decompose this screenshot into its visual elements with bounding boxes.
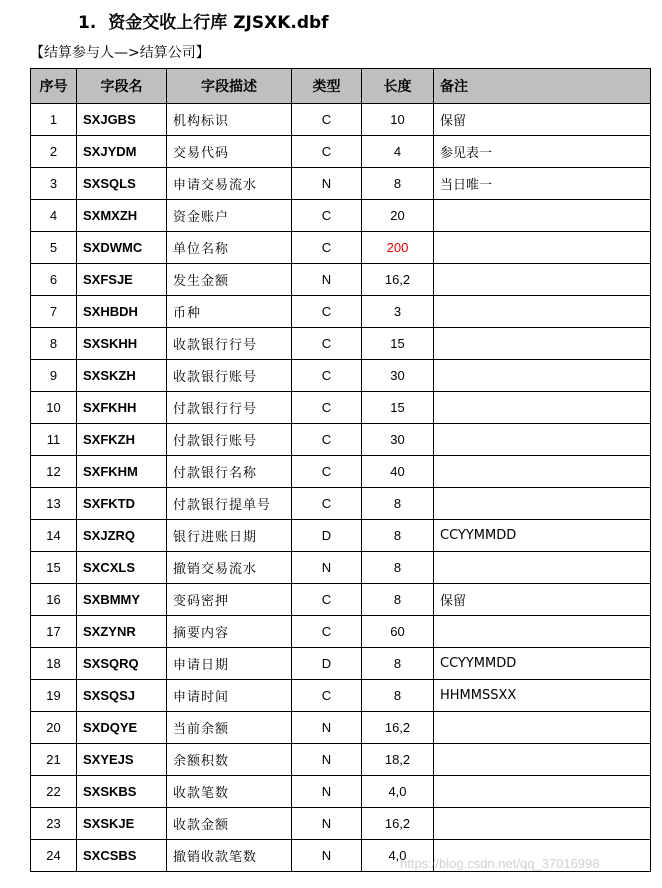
cell-field-name: SXJYDM	[77, 136, 167, 168]
cell-field-name: SXHBDH	[77, 296, 167, 328]
table-row	[31, 296, 651, 328]
header-name: 字段名	[77, 69, 167, 104]
cell-field-desc: 付款银行名称	[167, 456, 292, 488]
cell-note	[434, 744, 651, 776]
cell-note: CCYYMMDD	[434, 520, 651, 552]
cell-field-name: SXSQSJ	[77, 680, 167, 712]
cell-field-desc: 撤销交易流水	[167, 552, 292, 584]
cell-no: 14	[31, 520, 77, 552]
cell-length: 8	[362, 552, 434, 584]
cell-note	[434, 360, 651, 392]
cell-note: 保留	[434, 104, 651, 136]
section-number: 1.	[78, 13, 97, 33]
cell-note	[434, 456, 651, 488]
cell-type: N	[292, 744, 362, 776]
cell-length: 4,0	[362, 840, 434, 872]
cell-no: 10	[31, 392, 77, 424]
table-row	[31, 616, 651, 648]
cell-field-name: SXSKHH	[77, 328, 167, 360]
cell-field-desc: 撤销收款笔数	[167, 840, 292, 872]
cell-field-name: SXSKJE	[77, 808, 167, 840]
cell-length: 18,2	[362, 744, 434, 776]
table-row	[31, 584, 651, 616]
cell-field-name: SXFKHM	[77, 456, 167, 488]
cell-no: 19	[31, 680, 77, 712]
cell-field-desc: 资金账户	[167, 200, 292, 232]
cell-field-desc: 当前余额	[167, 712, 292, 744]
cell-field-desc: 收款笔数	[167, 776, 292, 808]
cell-field-desc: 付款银行提单号	[167, 488, 292, 520]
cell-type: C	[292, 360, 362, 392]
cell-note: HHMMSSXX	[434, 680, 651, 712]
table-row	[31, 776, 651, 808]
cell-field-desc: 变码密押	[167, 584, 292, 616]
cell-length: 8	[362, 488, 434, 520]
table-row	[31, 520, 651, 552]
cell-no: 6	[31, 264, 77, 296]
cell-type: C	[292, 392, 362, 424]
cell-note	[434, 264, 651, 296]
cell-field-desc: 银行进账日期	[167, 520, 292, 552]
cell-field-name: SXMXZH	[77, 200, 167, 232]
cell-no: 17	[31, 616, 77, 648]
cell-no: 22	[31, 776, 77, 808]
cell-note	[434, 424, 651, 456]
cell-no: 11	[31, 424, 77, 456]
cell-note: 当日唯一	[434, 168, 651, 200]
cell-field-desc: 交易代码	[167, 136, 292, 168]
cell-no: 2	[31, 136, 77, 168]
cell-type: C	[292, 680, 362, 712]
cell-type: C	[292, 136, 362, 168]
cell-length: 8	[362, 168, 434, 200]
cell-length: 8	[362, 584, 434, 616]
cell-length: 8	[362, 680, 434, 712]
cell-length: 40	[362, 456, 434, 488]
cell-field-name: SXSQRQ	[77, 648, 167, 680]
cell-length: 16,2	[362, 264, 434, 296]
table-row	[31, 392, 651, 424]
cell-note	[434, 232, 651, 264]
table-row	[31, 232, 651, 264]
cell-note	[434, 328, 651, 360]
cell-field-name: SXFKHH	[77, 392, 167, 424]
header-note: 备注	[434, 69, 651, 104]
cell-field-name: SXSQLS	[77, 168, 167, 200]
cell-length: 60	[362, 616, 434, 648]
cell-type: C	[292, 296, 362, 328]
cell-field-name: SXDQYE	[77, 712, 167, 744]
cell-no: 16	[31, 584, 77, 616]
cell-no: 7	[31, 296, 77, 328]
cell-field-name: SXJZRQ	[77, 520, 167, 552]
table-row	[31, 424, 651, 456]
cell-type: N	[292, 168, 362, 200]
cell-note: CCYYMMDD	[434, 648, 651, 680]
table-row	[31, 360, 651, 392]
cell-type: N	[292, 264, 362, 296]
cell-type: D	[292, 520, 362, 552]
cell-field-name: SXFSJE	[77, 264, 167, 296]
header-desc: 字段描述	[167, 69, 292, 104]
cell-field-name: SXYEJS	[77, 744, 167, 776]
cell-type: C	[292, 232, 362, 264]
cell-field-name: SXCSBS	[77, 840, 167, 872]
cell-length: 3	[362, 296, 434, 328]
cell-note	[434, 808, 651, 840]
table-row	[31, 488, 651, 520]
table-row	[31, 200, 651, 232]
cell-type: N	[292, 808, 362, 840]
cell-field-desc: 收款金额	[167, 808, 292, 840]
title-text: 资金交收上行库 ZJSXK.dbf	[108, 13, 329, 33]
cell-length: 16,2	[362, 808, 434, 840]
cell-no: 15	[31, 552, 77, 584]
cell-length: 200	[362, 232, 434, 264]
cell-type: C	[292, 616, 362, 648]
cell-type: C	[292, 328, 362, 360]
cell-type: C	[292, 104, 362, 136]
table-row	[31, 168, 651, 200]
cell-type: C	[292, 424, 362, 456]
cell-length: 4,0	[362, 776, 434, 808]
cell-no: 23	[31, 808, 77, 840]
cell-note	[434, 200, 651, 232]
cell-field-name: SXDWMC	[77, 232, 167, 264]
cell-length: 30	[362, 424, 434, 456]
cell-no: 18	[31, 648, 77, 680]
table-row	[31, 808, 651, 840]
cell-type: D	[292, 648, 362, 680]
cell-no: 8	[31, 328, 77, 360]
cell-type: C	[292, 456, 362, 488]
cell-field-desc: 付款银行行号	[167, 392, 292, 424]
cell-field-name: SXJGBS	[77, 104, 167, 136]
cell-type: N	[292, 840, 362, 872]
table-row	[31, 680, 651, 712]
cell-no: 9	[31, 360, 77, 392]
cell-field-desc: 币种	[167, 296, 292, 328]
cell-field-name: SXBMMY	[77, 584, 167, 616]
cell-field-name: SXCXLS	[77, 552, 167, 584]
table-row	[31, 552, 651, 584]
cell-no: 12	[31, 456, 77, 488]
header-no: 序号	[31, 69, 77, 104]
cell-field-desc: 收款银行账号	[167, 360, 292, 392]
cell-field-desc: 摘要内容	[167, 616, 292, 648]
cell-no: 13	[31, 488, 77, 520]
table-row	[31, 328, 651, 360]
cell-no: 20	[31, 712, 77, 744]
field-definition-table	[30, 68, 651, 872]
cell-no: 5	[31, 232, 77, 264]
table-row	[31, 264, 651, 296]
cell-length: 10	[362, 104, 434, 136]
cell-length: 30	[362, 360, 434, 392]
cell-note	[434, 712, 651, 744]
cell-field-name: SXSKZH	[77, 360, 167, 392]
table-row	[31, 744, 651, 776]
cell-type: C	[292, 200, 362, 232]
cell-note	[434, 296, 651, 328]
cell-length: 4	[362, 136, 434, 168]
cell-note	[434, 776, 651, 808]
document-title	[78, 8, 329, 33]
table-header-row	[31, 69, 651, 104]
cell-note	[434, 616, 651, 648]
cell-field-name: SXFKTD	[77, 488, 167, 520]
cell-field-desc: 付款银行账号	[167, 424, 292, 456]
table-row	[31, 712, 651, 744]
cell-field-desc: 机构标识	[167, 104, 292, 136]
cell-length: 16,2	[362, 712, 434, 744]
cell-length: 15	[362, 328, 434, 360]
cell-field-desc: 单位名称	[167, 232, 292, 264]
cell-type: N	[292, 552, 362, 584]
cell-no: 4	[31, 200, 77, 232]
header-length: 长度	[362, 69, 434, 104]
cell-type: C	[292, 584, 362, 616]
cell-field-desc: 申请日期	[167, 648, 292, 680]
cell-no: 24	[31, 840, 77, 872]
cell-field-name: SXZYNR	[77, 616, 167, 648]
cell-length: 8	[362, 520, 434, 552]
cell-field-desc: 收款银行行号	[167, 328, 292, 360]
cell-field-desc: 余额积数	[167, 744, 292, 776]
cell-note	[434, 488, 651, 520]
cell-no: 1	[31, 104, 77, 136]
cell-no: 3	[31, 168, 77, 200]
cell-type: C	[292, 488, 362, 520]
watermark: https://blog.csdn.net/qq_37016998	[400, 856, 600, 871]
cell-field-name: SXSKBS	[77, 776, 167, 808]
cell-type: N	[292, 712, 362, 744]
cell-field-desc: 申请交易流水	[167, 168, 292, 200]
cell-length: 8	[362, 648, 434, 680]
cell-field-desc: 申请时间	[167, 680, 292, 712]
cell-type: N	[292, 776, 362, 808]
cell-note: 保留	[434, 584, 651, 616]
header-type: 类型	[292, 69, 362, 104]
table-row	[31, 136, 651, 168]
cell-field-desc: 发生金额	[167, 264, 292, 296]
table-row	[31, 648, 651, 680]
cell-note	[434, 392, 651, 424]
cell-note: 参见表一	[434, 136, 651, 168]
cell-length: 15	[362, 392, 434, 424]
cell-no: 21	[31, 744, 77, 776]
table-row	[31, 104, 651, 136]
cell-field-name: SXFKZH	[77, 424, 167, 456]
table-row	[31, 456, 651, 488]
direction-subtitle: 【结算参与人—>结算公司】	[30, 45, 210, 61]
cell-length: 20	[362, 200, 434, 232]
cell-note	[434, 552, 651, 584]
